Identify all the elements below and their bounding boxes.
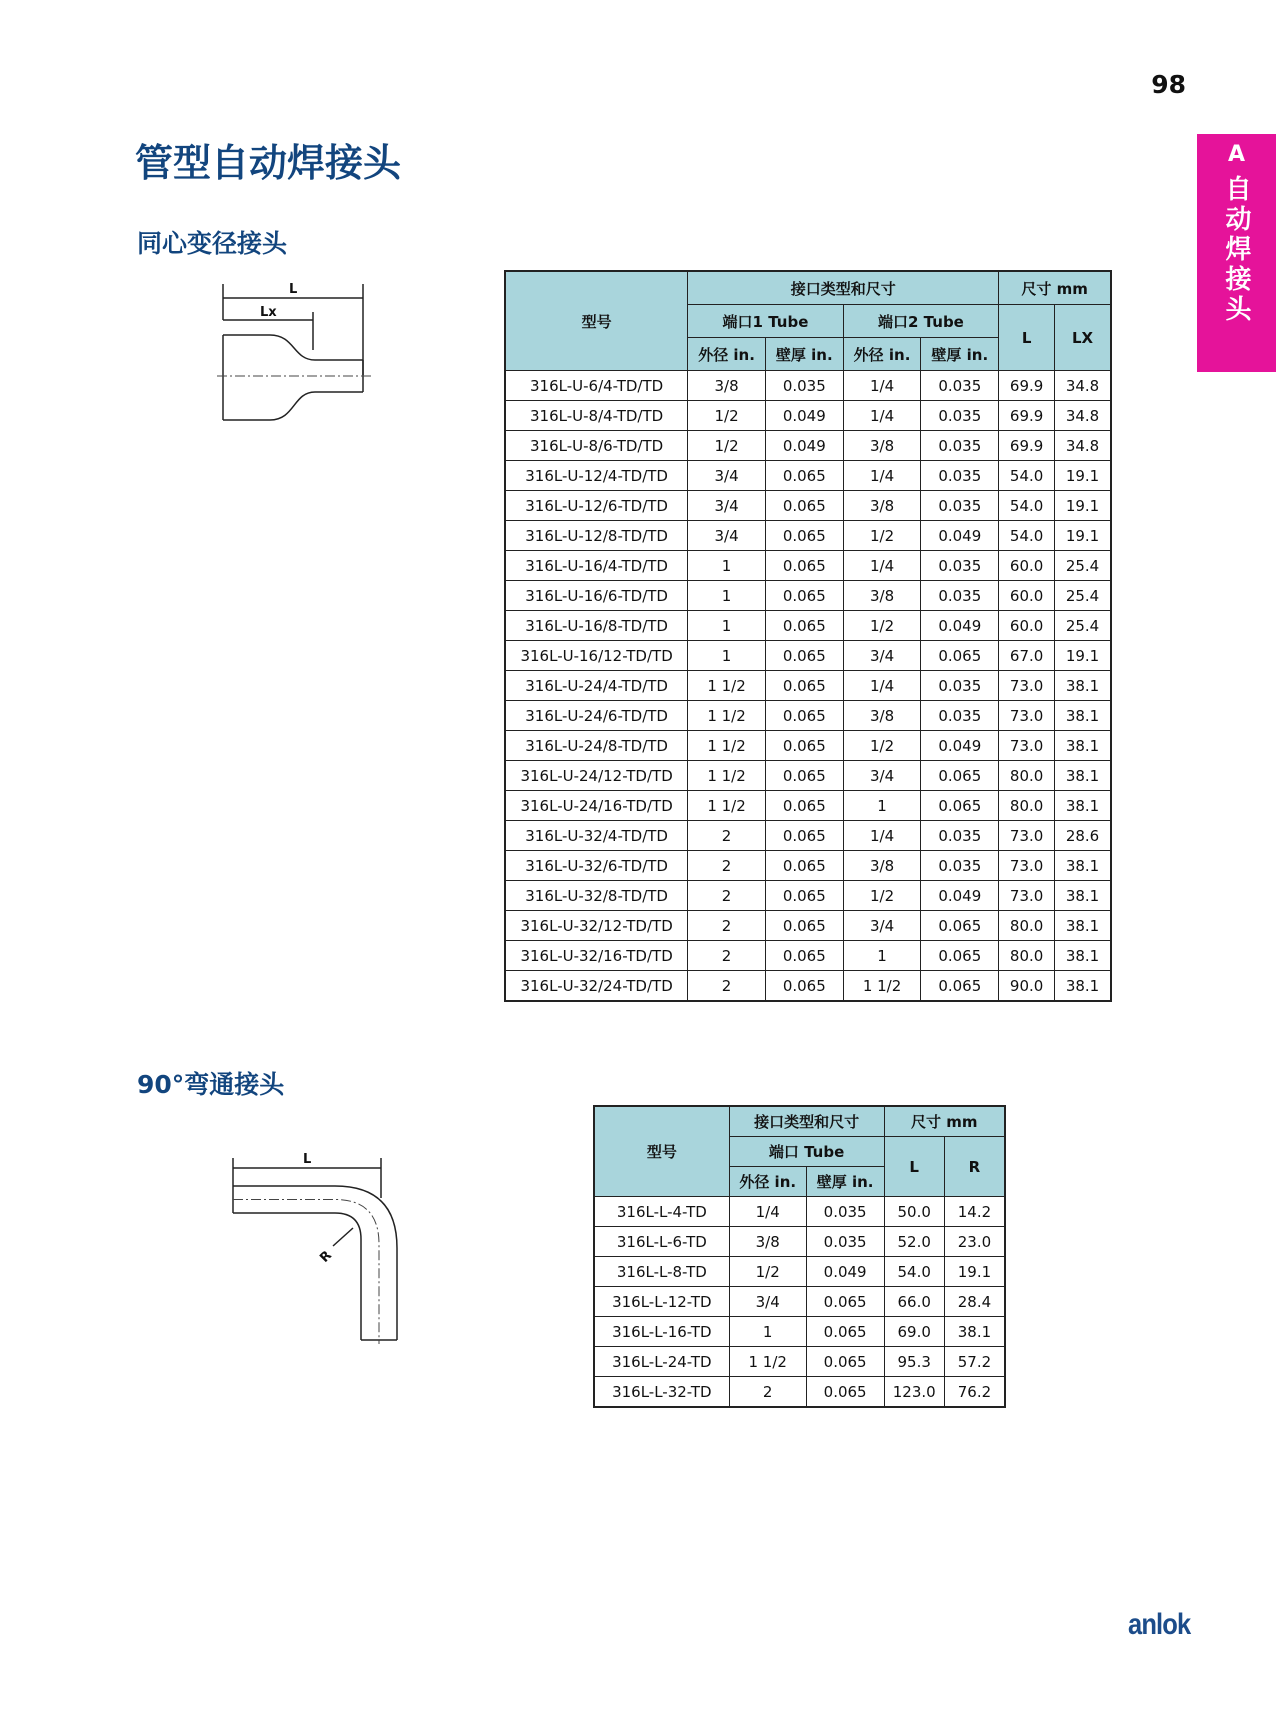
cell: 0.065: [765, 971, 843, 1002]
cell: 0.065: [765, 761, 843, 791]
cell: 3/4: [843, 911, 921, 941]
cell-model: 316L-U-32/4-TD/TD: [505, 821, 688, 851]
cell: 80.0: [999, 941, 1055, 971]
cell: 3/4: [843, 641, 921, 671]
cell: 3/8: [843, 431, 921, 461]
cell: 67.0: [999, 641, 1055, 671]
table-row: [505, 851, 1111, 881]
cell: 0.065: [765, 521, 843, 551]
page-title: 管型自动焊接头: [135, 141, 402, 185]
cell: 0.065: [921, 641, 999, 671]
cell: 0.035: [921, 551, 999, 581]
cell-model: 316L-L-32-TD: [594, 1377, 729, 1408]
reducer-label-Lx: Lx: [260, 305, 277, 320]
th-od1: 外径 in.: [688, 338, 766, 371]
cell: 80.0: [999, 911, 1055, 941]
cell: 2: [688, 971, 766, 1002]
cell-model: 316L-U-16/6-TD/TD: [505, 581, 688, 611]
th-model: 型号: [505, 271, 688, 371]
cell: 1/2: [843, 881, 921, 911]
elbow-drawing: [225, 1138, 405, 1348]
cell: 52.0: [884, 1227, 944, 1257]
table-row: [505, 731, 1111, 761]
cell: 1/4: [843, 821, 921, 851]
elbow-label-L: L: [303, 1152, 312, 1167]
table-row: [505, 401, 1111, 431]
cell-model: 316L-U-32/16-TD/TD: [505, 941, 688, 971]
cell: 0.065: [765, 491, 843, 521]
cell-model: 316L-U-12/6-TD/TD: [505, 491, 688, 521]
cell: 1 1/2: [688, 761, 766, 791]
cell: 69.9: [999, 431, 1055, 461]
cell: 0.065: [806, 1287, 884, 1317]
th-L: L: [999, 305, 1055, 371]
cell: 25.4: [1055, 611, 1111, 641]
cell: 54.0: [999, 461, 1055, 491]
cell: 0.065: [806, 1317, 884, 1347]
cell: 0.035: [921, 371, 999, 401]
cell: 1/2: [843, 731, 921, 761]
cell: 0.049: [921, 521, 999, 551]
cell: 0.065: [921, 761, 999, 791]
cell: 0.065: [765, 851, 843, 881]
cell: 0.065: [765, 551, 843, 581]
cell: 54.0: [999, 521, 1055, 551]
table-row: [594, 1377, 1005, 1408]
table-row: [505, 431, 1111, 461]
reducer-spec-table: [504, 270, 1112, 1002]
th-wall1: 壁厚 in.: [765, 338, 843, 371]
cell: 0.035: [921, 701, 999, 731]
cell: 66.0: [884, 1287, 944, 1317]
cell: 38.1: [1055, 731, 1111, 761]
section-heading-reducer: 同心变径接头: [137, 229, 288, 258]
cell: 90.0: [999, 971, 1055, 1002]
cell-model: 316L-U-24/12-TD/TD: [505, 761, 688, 791]
cell-model: 316L-L-16-TD: [594, 1317, 729, 1347]
table-row: [505, 821, 1111, 851]
cell: 2: [688, 941, 766, 971]
cell: 19.1: [1055, 491, 1111, 521]
table-row: [505, 791, 1111, 821]
side-tab: [1197, 134, 1276, 372]
cell: 1/2: [843, 521, 921, 551]
cell: 50.0: [884, 1197, 944, 1227]
cell-model: 316L-U-16/12-TD/TD: [505, 641, 688, 671]
cell: 0.049: [921, 881, 999, 911]
th-od2: 外径 in.: [843, 338, 921, 371]
cell: 95.3: [884, 1347, 944, 1377]
cell: 3/4: [843, 761, 921, 791]
page-number: 98: [1151, 70, 1186, 99]
cell-model: 316L-U-32/8-TD/TD: [505, 881, 688, 911]
cell-model: 316L-U-32/24-TD/TD: [505, 971, 688, 1002]
cell: 3/4: [688, 461, 766, 491]
cell: 3/4: [729, 1287, 806, 1317]
cell: 38.1: [1055, 941, 1111, 971]
table-row: [594, 1317, 1005, 1347]
cell: 60.0: [999, 551, 1055, 581]
cell: 1/2: [688, 401, 766, 431]
cell: 38.1: [1055, 911, 1111, 941]
cell: 2: [688, 881, 766, 911]
th-interface: 接口类型和尺寸: [688, 271, 999, 305]
cell: 0.065: [765, 611, 843, 641]
cell: 54.0: [884, 1257, 944, 1287]
cell: 38.1: [1055, 671, 1111, 701]
cell: 34.8: [1055, 401, 1111, 431]
cell: 1: [729, 1317, 806, 1347]
cell: 1: [843, 941, 921, 971]
cell: 54.0: [999, 491, 1055, 521]
cell: 0.065: [765, 941, 843, 971]
th-port1: 端口1 Tube: [688, 305, 843, 338]
th-model: 型号: [594, 1106, 729, 1197]
cell: 69.9: [999, 371, 1055, 401]
cell: 1/4: [843, 551, 921, 581]
cell: 0.035: [806, 1227, 884, 1257]
cell: 0.065: [765, 821, 843, 851]
cell: 1/4: [729, 1197, 806, 1227]
cell-model: 316L-L-8-TD: [594, 1257, 729, 1287]
cell-model: 316L-L-4-TD: [594, 1197, 729, 1227]
cell: 38.1: [1055, 971, 1111, 1002]
th-od: 外径 in.: [729, 1167, 806, 1197]
cell-model: 316L-U-8/6-TD/TD: [505, 431, 688, 461]
cell: 0.065: [806, 1347, 884, 1377]
cell-model: 316L-U-8/4-TD/TD: [505, 401, 688, 431]
th-dims: 尺寸 mm: [884, 1106, 1005, 1137]
cell: 73.0: [999, 821, 1055, 851]
cell: 19.1: [1055, 641, 1111, 671]
cell: 1/4: [843, 461, 921, 491]
table-row: [505, 881, 1111, 911]
th-dims: 尺寸 mm: [999, 271, 1111, 305]
cell: 2: [688, 911, 766, 941]
reducer-drawing: [215, 280, 375, 430]
th-L: L: [884, 1137, 944, 1197]
cell-model: 316L-U-6/4-TD/TD: [505, 371, 688, 401]
cell: 0.035: [921, 491, 999, 521]
cell: 1/4: [843, 371, 921, 401]
cell: 19.1: [1055, 521, 1111, 551]
table-row: [505, 581, 1111, 611]
th-interface: 接口类型和尺寸: [729, 1106, 884, 1137]
cell-model: 316L-L-12-TD: [594, 1287, 729, 1317]
cell: 80.0: [999, 761, 1055, 791]
cell: 73.0: [999, 701, 1055, 731]
cell: 38.1: [944, 1317, 1005, 1347]
cell: 28.6: [1055, 821, 1111, 851]
table-row: [594, 1257, 1005, 1287]
cell: 73.0: [999, 731, 1055, 761]
table-row: [505, 671, 1111, 701]
cell-model: 316L-U-24/4-TD/TD: [505, 671, 688, 701]
table-row: [505, 371, 1111, 401]
cell: 73.0: [999, 671, 1055, 701]
cell: 1: [688, 641, 766, 671]
elbow-spec-table: [593, 1105, 1006, 1408]
table-row: [505, 971, 1111, 1002]
table-row: [505, 911, 1111, 941]
cell: 0.065: [765, 731, 843, 761]
cell: 0.035: [921, 401, 999, 431]
cell: 1 1/2: [688, 791, 766, 821]
side-tab-letter: A: [1227, 142, 1246, 167]
cell: 38.1: [1055, 761, 1111, 791]
cell: 2: [688, 851, 766, 881]
cell-model: 316L-L-6-TD: [594, 1227, 729, 1257]
cell: 0.065: [921, 941, 999, 971]
th-wall2: 壁厚 in.: [921, 338, 999, 371]
brand-logo: anlok: [1127, 1608, 1190, 1641]
table-row: [594, 1287, 1005, 1317]
cell: 0.035: [921, 431, 999, 461]
cell-model: 316L-U-12/4-TD/TD: [505, 461, 688, 491]
cell: 57.2: [944, 1347, 1005, 1377]
cell: 23.0: [944, 1227, 1005, 1257]
cell: 38.1: [1055, 701, 1111, 731]
cell: 0.065: [765, 581, 843, 611]
cell: 1 1/2: [729, 1347, 806, 1377]
cell: 3/8: [843, 851, 921, 881]
side-tab-text: 自动焊接头: [1221, 175, 1251, 325]
cell-model: 316L-U-24/6-TD/TD: [505, 701, 688, 731]
cell: 34.8: [1055, 371, 1111, 401]
cell: 0.065: [765, 791, 843, 821]
cell: 19.1: [1055, 461, 1111, 491]
cell: 0.049: [921, 611, 999, 641]
cell: 60.0: [999, 611, 1055, 641]
table-row: [505, 941, 1111, 971]
reducer-label-L: L: [289, 282, 298, 297]
cell: 3/8: [688, 371, 766, 401]
th-port2: 端口2 Tube: [843, 305, 998, 338]
cell: 0.065: [921, 971, 999, 1002]
cell: 0.065: [765, 671, 843, 701]
cell: 3/8: [843, 581, 921, 611]
section-heading-elbow: 90°弯通接头: [137, 1070, 285, 1099]
th-LX: LX: [1055, 305, 1111, 371]
cell: 1 1/2: [843, 971, 921, 1002]
table-row: [505, 521, 1111, 551]
cell: 73.0: [999, 851, 1055, 881]
cell: 3/8: [843, 491, 921, 521]
cell: 80.0: [999, 791, 1055, 821]
table-row: [505, 611, 1111, 641]
th-port: 端口 Tube: [729, 1137, 884, 1167]
cell: 1: [688, 581, 766, 611]
cell-model: 316L-U-32/12-TD/TD: [505, 911, 688, 941]
th-R: R: [944, 1137, 1005, 1197]
cell: 1/2: [729, 1257, 806, 1287]
cell: 3/8: [843, 701, 921, 731]
cell: 69.0: [884, 1317, 944, 1347]
cell-model: 316L-U-12/8-TD/TD: [505, 521, 688, 551]
table-row: [594, 1347, 1005, 1377]
table-row: [505, 491, 1111, 521]
cell: 1/2: [688, 431, 766, 461]
cell-model: 316L-U-24/16-TD/TD: [505, 791, 688, 821]
table-row: [505, 551, 1111, 581]
cell: 38.1: [1055, 851, 1111, 881]
table-row: [505, 461, 1111, 491]
th-wall: 壁厚 in.: [806, 1167, 884, 1197]
cell: 1: [843, 791, 921, 821]
table-row: [594, 1197, 1005, 1227]
cell: 0.049: [806, 1257, 884, 1287]
cell: 2: [729, 1377, 806, 1408]
cell: 1/4: [843, 671, 921, 701]
cell: 25.4: [1055, 551, 1111, 581]
cell: 1/4: [843, 401, 921, 431]
cell: 25.4: [1055, 581, 1111, 611]
cell: 1 1/2: [688, 701, 766, 731]
table-row: [594, 1227, 1005, 1257]
cell: 0.035: [921, 821, 999, 851]
cell-model: 316L-U-16/4-TD/TD: [505, 551, 688, 581]
cell: 19.1: [944, 1257, 1005, 1287]
cell: 123.0: [884, 1377, 944, 1408]
cell: 1/2: [843, 611, 921, 641]
cell-model: 316L-U-16/8-TD/TD: [505, 611, 688, 641]
cell: 1: [688, 551, 766, 581]
cell: 3/4: [688, 491, 766, 521]
table-row: [505, 641, 1111, 671]
cell: 69.9: [999, 401, 1055, 431]
cell: 0.065: [765, 641, 843, 671]
cell: 0.035: [921, 581, 999, 611]
cell: 0.065: [921, 791, 999, 821]
cell: 76.2: [944, 1377, 1005, 1408]
elbow-label-R: R: [317, 1248, 335, 1266]
cell: 34.8: [1055, 431, 1111, 461]
cell: 73.0: [999, 881, 1055, 911]
cell: 1 1/2: [688, 671, 766, 701]
cell: 0.035: [806, 1197, 884, 1227]
cell: 0.035: [921, 461, 999, 491]
table-row: [505, 701, 1111, 731]
cell: 3/8: [729, 1227, 806, 1257]
cell: 0.035: [921, 851, 999, 881]
cell: 0.065: [806, 1377, 884, 1408]
cell-model: 316L-U-32/6-TD/TD: [505, 851, 688, 881]
cell: 38.1: [1055, 881, 1111, 911]
cell: 60.0: [999, 581, 1055, 611]
cell: 0.035: [765, 371, 843, 401]
table-row: [505, 761, 1111, 791]
cell: 0.049: [765, 401, 843, 431]
cell: 1 1/2: [688, 731, 766, 761]
cell-model: 316L-U-24/8-TD/TD: [505, 731, 688, 761]
cell: 0.065: [921, 911, 999, 941]
cell: 0.035: [921, 671, 999, 701]
cell: 38.1: [1055, 791, 1111, 821]
cell: 0.065: [765, 881, 843, 911]
cell: 0.065: [765, 461, 843, 491]
cell: 0.049: [765, 431, 843, 461]
cell: 14.2: [944, 1197, 1005, 1227]
cell: 0.065: [765, 911, 843, 941]
cell: 28.4: [944, 1287, 1005, 1317]
cell: 0.049: [921, 731, 999, 761]
cell: 1: [688, 611, 766, 641]
cell-model: 316L-L-24-TD: [594, 1347, 729, 1377]
cell: 3/4: [688, 521, 766, 551]
cell: 2: [688, 821, 766, 851]
cell: 0.065: [765, 701, 843, 731]
